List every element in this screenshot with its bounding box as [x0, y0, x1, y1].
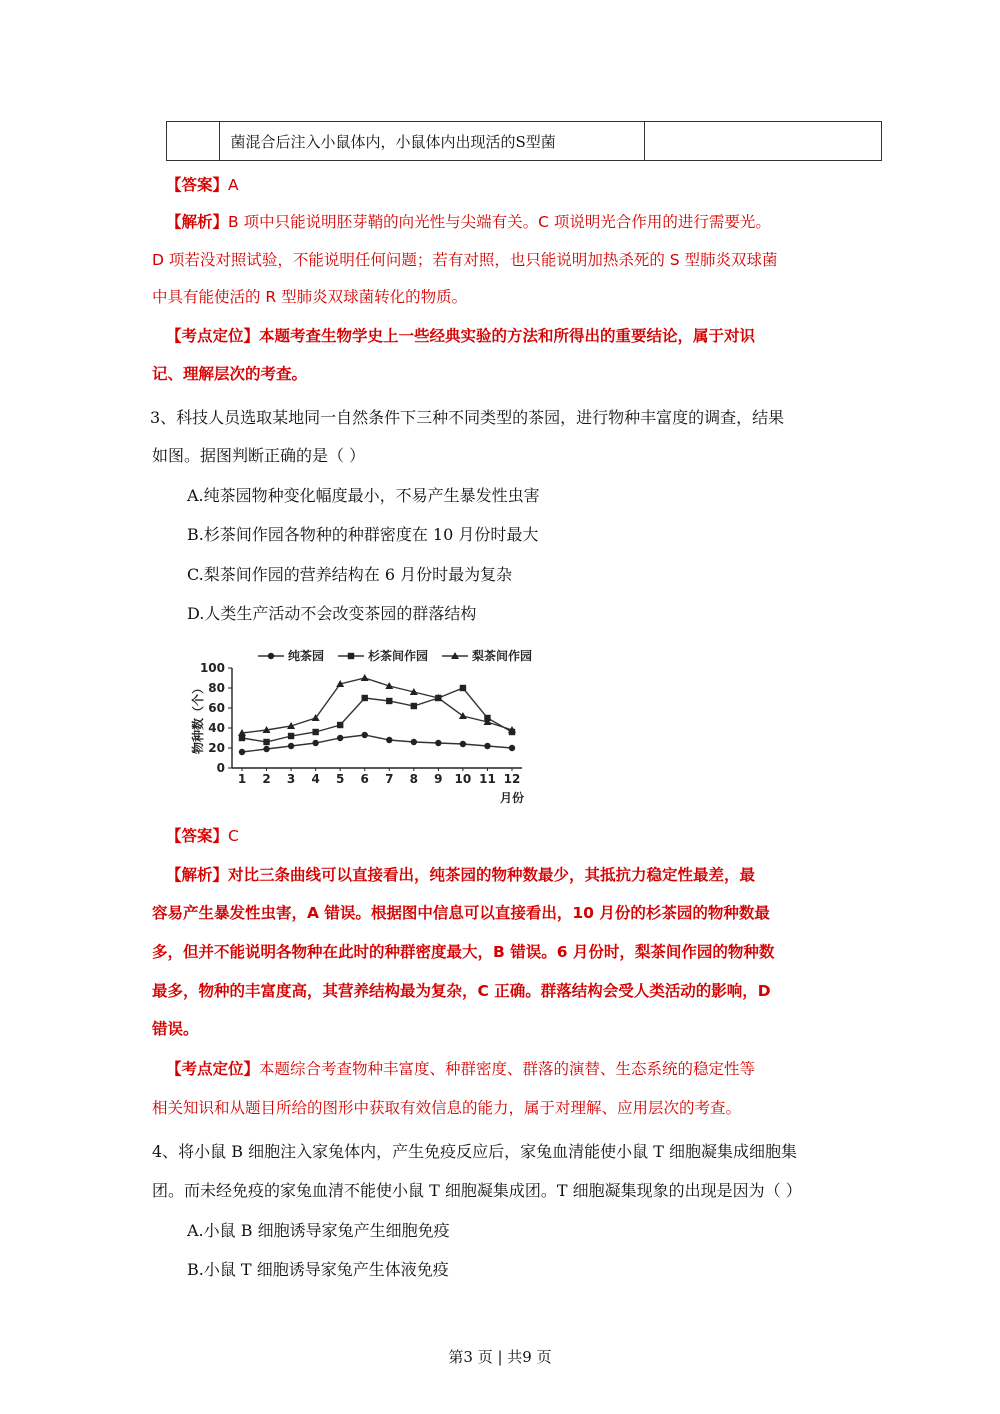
q3-analysis-line: 容易产生暴发性虫害，A 错误。根据图中信息可以直接看出，10 月份的杉茶园的物种数最 — [152, 904, 770, 922]
q3-analysis-line: 多，但并不能说明各物种在此时的种群密度最大，B 错误。6 月份时，梨茶间作园的物种数 — [152, 943, 775, 961]
data-point — [362, 732, 368, 738]
y-tick-label: 40 — [208, 721, 225, 735]
y-tick-label: 60 — [208, 701, 225, 715]
data-point — [460, 741, 466, 747]
x-tick-label: 1 — [237, 772, 247, 786]
data-point — [337, 722, 343, 728]
q3-analysis-line: 最多，物种的丰富度高，其营养结构最为复杂，C 正确。群落结构会受人类活动的影响，D — [152, 982, 771, 1000]
q3-stem-line: 如图。据图判断正确的是（ ） — [152, 446, 366, 465]
data-point — [263, 746, 269, 752]
q2-analysis-line: D 项若没对照试验，不能说明任何问题；若有对照，也只能说明加热杀死的 S 型肺炎双球菌 — [152, 251, 778, 269]
x-tick-label: 4 — [311, 772, 320, 786]
x-tick-label: 8 — [409, 772, 418, 786]
y-tick-label: 0 — [216, 761, 225, 775]
data-point — [411, 703, 417, 709]
x-tick-label: 5 — [336, 772, 345, 786]
legend-label: 梨茶间作园 — [472, 649, 533, 663]
q3-option-c: C.梨茶间作园的营养结构在 6 月份时最为复杂 — [187, 565, 513, 584]
answer-tag: 【答案】 — [166, 827, 229, 845]
data-point — [312, 740, 318, 746]
x-tick-label: 12 — [503, 772, 521, 786]
data-point — [386, 698, 392, 704]
q3-option-b: B.杉茶间作园各物种的种群密度在 10 月份时最大 — [187, 525, 539, 544]
experiment-table — [166, 121, 882, 161]
x-tick-label: 11 — [479, 772, 496, 786]
q4-option-a: A.小鼠 B 细胞诱导家兔产生细胞免疫 — [187, 1221, 450, 1240]
q4-stem-line: 团。而未经免疫的家兔血清不能使小鼠 T 细胞凝集成团。T 细胞凝集现象的出现是因为（ ） — [152, 1181, 802, 1200]
legend-marker — [348, 653, 354, 659]
species-chart — [186, 640, 536, 808]
data-point — [460, 685, 466, 691]
table-cell — [645, 122, 882, 161]
x-tick-label: 2 — [262, 772, 271, 786]
data-point — [509, 745, 515, 751]
q3-analysis-line: 【解析】对比三条曲线可以直接看出，纯茶园的物种数最少，其抵抗力稳定性最差，最 — [166, 866, 756, 884]
q2-keypoint-line: 记、理解层次的考查。 — [152, 365, 308, 383]
data-point — [459, 712, 467, 719]
legend-label: 杉茶间作园 — [368, 649, 429, 663]
data-point — [288, 733, 294, 739]
q3-stem-line: 3、科技人员选取某地同一自然条件下三种不同类型的茶园，进行物种丰富度的调查，结果 — [150, 408, 785, 427]
q3-analysis-line: 错误。 — [152, 1020, 199, 1038]
table-cell — [167, 122, 220, 161]
x-tick-label: 9 — [434, 772, 443, 786]
q2-answer — [166, 175, 239, 195]
q3-answer — [166, 826, 239, 846]
data-point — [435, 740, 441, 746]
answer-value: A — [228, 176, 239, 194]
q2-analysis-line: 【解析】B 项中只能说明胚芽鞘的向光性与尖端有关。C 项说明光合作用的进行需要光。 — [166, 213, 771, 231]
data-point — [239, 749, 245, 755]
keypoint-tag: 【考点定位】 — [166, 327, 260, 345]
series-line-2 — [242, 688, 512, 742]
x-tick-label: 10 — [454, 772, 472, 786]
q3-option-a: A.纯茶园物种变化幅度最小，不易产生暴发性虫害 — [187, 486, 540, 505]
y-tick-label: 20 — [208, 741, 225, 755]
data-point — [312, 729, 318, 735]
x-tick-label: 7 — [385, 772, 394, 786]
analysis-tag: 【解析】 — [166, 213, 229, 231]
answer-tag: 【答案】 — [166, 176, 229, 194]
legend-marker — [268, 653, 274, 659]
q3-keypoint: 【考点定位】本题综合考查物种丰富度、种群密度、群落的演替、生态系统的稳定性等 — [166, 1060, 756, 1078]
table-row — [167, 122, 882, 161]
q4-option-b: B.小鼠 T 细胞诱导家兔产生体液免疫 — [187, 1260, 449, 1279]
data-point — [361, 674, 369, 681]
answer-value: C — [228, 827, 239, 845]
page-footer: 第3 页 | 共9 页 — [448, 1348, 552, 1366]
q2-analysis-line: 中具有能使活的 R 型肺炎双球菌转化的物质。 — [152, 288, 468, 306]
data-point — [362, 695, 368, 701]
keypoint-tag: 【考点定位】 — [166, 1060, 260, 1078]
data-point — [484, 743, 490, 749]
x-axis-label: 月份 — [499, 791, 525, 805]
table-cell: 菌混合后注入小鼠体内，小鼠体内出现活的S型菌 — [220, 122, 645, 161]
data-point — [411, 739, 417, 745]
legend-label: 纯茶园 — [288, 649, 325, 663]
analysis-tag: 【解析】 — [166, 866, 229, 884]
y-axis-label: 物种数（个） — [191, 681, 205, 755]
q4-stem-line: 4、将小鼠 B 细胞注入家兔体内，产生免疫反应后，家兔血清能使小鼠 T 细胞凝集成细胞集 — [152, 1142, 797, 1161]
x-tick-label: 6 — [360, 772, 369, 786]
data-point — [288, 743, 294, 749]
q3-keypoint-line: 相关知识和从题目所给的图形中获取有效信息的能力，属于对理解、应用层次的考查。 — [152, 1099, 742, 1117]
y-tick-label: 80 — [208, 681, 225, 695]
x-tick-label: 3 — [286, 772, 296, 786]
q2-keypoint: 【考点定位】本题考查生物学史上一些经典实验的方法和所得出的重要结论，属于对识 — [166, 327, 756, 345]
data-point — [337, 735, 343, 741]
data-point — [263, 739, 269, 745]
q3-option-d: D.人类生产活动不会改变茶园的群落结构 — [187, 604, 477, 623]
y-tick-label: 100 — [199, 661, 225, 675]
series-line-3 — [242, 678, 512, 733]
data-point — [386, 737, 392, 743]
